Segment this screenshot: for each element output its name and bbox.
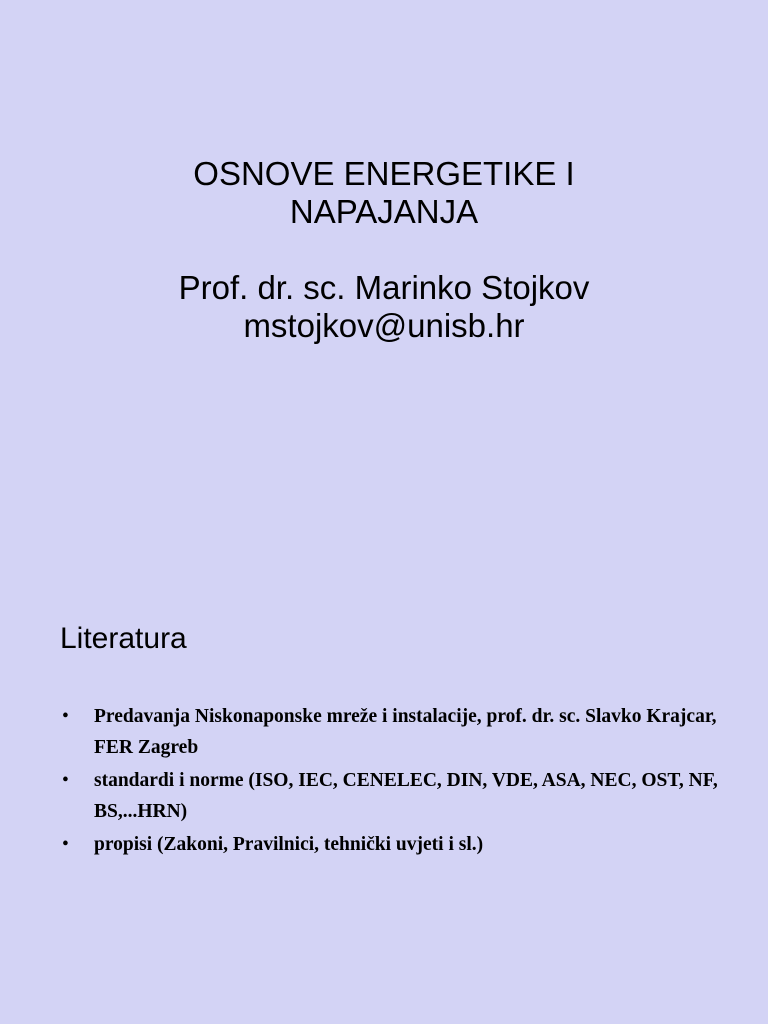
list-item: [62, 829, 722, 860]
title-block: [60, 155, 708, 345]
list-item: [62, 701, 722, 763]
bullet-icon: •: [62, 706, 69, 727]
title-line-2: NAPAJANJA: [289, 193, 479, 230]
list-item-text: Predavanja Niskonaponske mreže i instalacije, prof. dr. sc. Slavko Krajcar, FER Zagreb: [94, 706, 717, 758]
list-item-text: standardi i norme (ISO, IEC, CENELEC, DIN, VDE, ASA, NEC, OST, NF, BS,...HRN): [94, 770, 718, 822]
title-spacer: [60, 231, 708, 269]
title-line-1: OSNOVE ENERGETIKE I: [193, 155, 575, 192]
literature-heading: Literatura: [60, 622, 187, 655]
list-item: [62, 765, 722, 827]
bullet-icon: •: [62, 770, 69, 791]
author-name: Prof. dr. sc. Marinko Stojkov: [178, 269, 590, 306]
literature-list: [62, 701, 722, 862]
author-email: mstojkov@unisb.hr: [243, 307, 525, 344]
bullet-icon: •: [62, 834, 69, 855]
list-item-text: propisi (Zakoni, Pravilnici, tehnički uvjeti i sl.): [94, 834, 484, 855]
